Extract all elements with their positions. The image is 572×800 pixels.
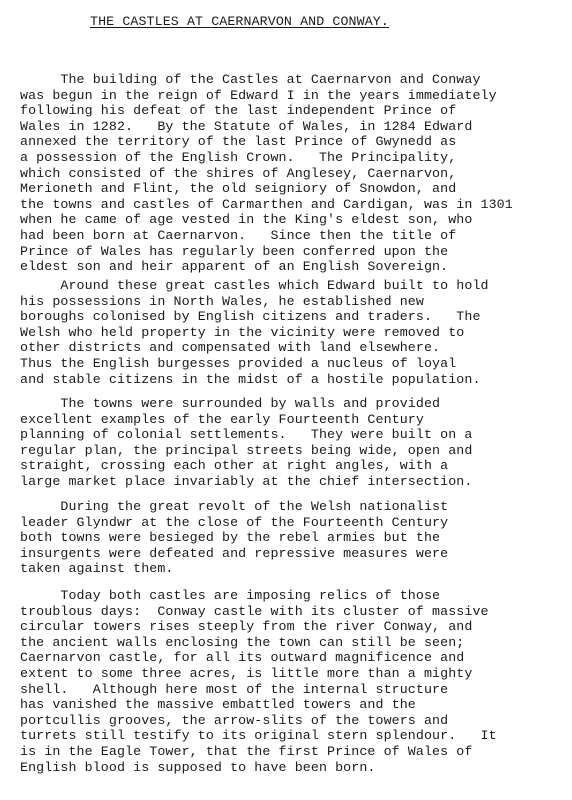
text-line: Prince of Wales has regularly been conferred upon the bbox=[20, 243, 449, 259]
paragraph-2 bbox=[20, 278, 489, 387]
text-line: taken against them. bbox=[20, 561, 174, 577]
text-line: During the great revolt of the Welsh nationalist bbox=[20, 499, 449, 514]
text-line: his possessions in North Wales, he established new bbox=[20, 293, 424, 309]
text-line: leader Glyndwr at the close of the Fourteenth Century bbox=[20, 514, 449, 530]
text-line: planning of colonial settlements. They were built on a bbox=[20, 427, 473, 443]
text-line: Welsh who held property in the vicinity were removed to bbox=[20, 324, 465, 340]
text-line: Wales in 1282. By the Statute of Wales, in 1284 Edward bbox=[20, 118, 473, 134]
text-line: Merioneth and Flint, the old seigniory of Snowdon, and bbox=[20, 181, 457, 197]
text-line: a possession of the English Crown. The Principality, bbox=[20, 149, 457, 165]
text-line: the ancient walls enclosing the town can still be seen; bbox=[20, 634, 465, 650]
paragraph-5 bbox=[20, 588, 497, 775]
text-line: had been born at Caernarvon. Since then the title of bbox=[20, 227, 457, 243]
text-line: Today both castles are imposing relics of those bbox=[20, 588, 441, 603]
paragraph-3 bbox=[20, 396, 472, 490]
text-line: annexed the territory of the last Prince of Gwynedd as bbox=[20, 134, 457, 150]
text-line: shell. Although here most of the internal structure bbox=[20, 681, 449, 697]
text-line: large market place invariably at the chief intersection. bbox=[20, 473, 473, 489]
text-line: portcullis grooves, the arrow-slits of the towers and bbox=[20, 712, 449, 728]
text-line: following his defeat of the last independent Prince of bbox=[20, 103, 457, 119]
text-line: and stable citizens in the midst of a hostile population. bbox=[20, 371, 481, 387]
paragraph-1 bbox=[20, 72, 513, 275]
text-line: has vanished the massive embattled towers and the bbox=[20, 697, 416, 713]
text-line: extent to some three acres, is little more than a mighty bbox=[20, 665, 473, 681]
text-line: was begun in the reign of Edward I in the years immediately bbox=[20, 87, 497, 103]
text-line: The towns were surrounded by walls and provided bbox=[20, 396, 441, 411]
text-line: insurgents were defeated and repressive measures were bbox=[20, 545, 449, 561]
text-line: excellent examples of the early Fourteenth Century bbox=[20, 411, 424, 427]
text-line: English blood is supposed to have been born. bbox=[20, 759, 376, 775]
document-title: THE CASTLES AT CAERNARVON AND CONWAY. bbox=[90, 14, 389, 29]
text-line: regular plan, the principal streets being wide, open and bbox=[20, 442, 473, 458]
text-line: other districts and compensated with land elsewhere. bbox=[20, 340, 441, 356]
text-line: when he came of age vested in the King's eldest son, who bbox=[20, 212, 473, 228]
text-line: eldest son and heir apparent of an English Sovereign. bbox=[20, 259, 449, 275]
text-line: straight, crossing each other at right angles, with a bbox=[20, 458, 449, 474]
paragraph-4 bbox=[20, 499, 448, 577]
text-line: The building of the Castles at Caernarvon and Conway bbox=[20, 72, 481, 87]
text-line: both towns were besieged by the rebel armies but the bbox=[20, 530, 441, 546]
text-line: boroughs colonised by English citizens and traders. The bbox=[20, 309, 481, 325]
text-line: is in the Eagle Tower, that the first Prince of Wales of bbox=[20, 743, 473, 759]
text-line: the towns and castles of Carmarthen and Cardigan, was in 1301 bbox=[20, 196, 513, 212]
text-line: Caernarvon castle, for all its outward magnificence and bbox=[20, 650, 465, 666]
text-line: which consisted of the shires of Anglesey, Caernarvon, bbox=[20, 165, 457, 181]
text-line: troublous days: Conway castle with its cluster of massive bbox=[20, 603, 489, 619]
text-line: turrets still testify to its original stern splendour. It bbox=[20, 728, 497, 744]
text-line: Thus the English burgesses provided a nucleus of loyal bbox=[20, 355, 457, 371]
text-line: Around these great castles which Edward built to hold bbox=[20, 278, 489, 293]
text-line: circular towers rises steeply from the river Conway, and bbox=[20, 619, 473, 635]
